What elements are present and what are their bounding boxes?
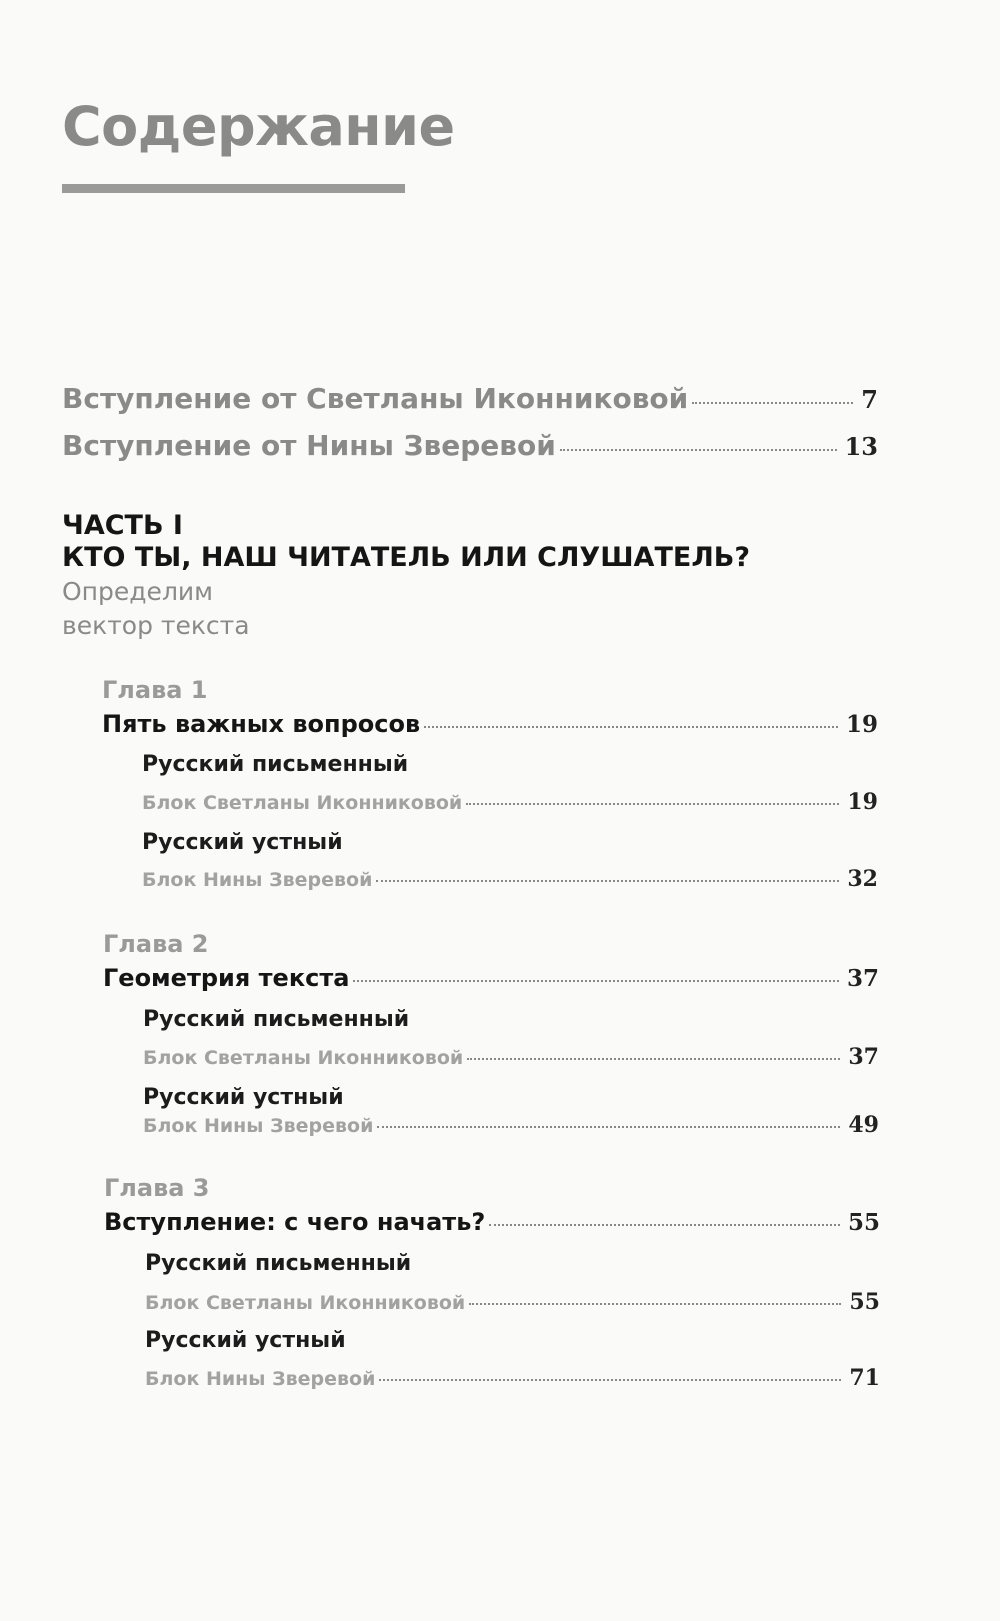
page-number: 19 xyxy=(847,789,878,815)
part-subtitle-line2: вектор текста xyxy=(62,611,250,640)
toc-entry-chapter-1[interactable] xyxy=(102,710,878,738)
page-number: 7 xyxy=(861,385,878,414)
page-number: 37 xyxy=(848,1044,879,1070)
toc-entry-intro-1[interactable] xyxy=(62,382,878,415)
page-number: 55 xyxy=(849,1289,880,1315)
page-number: 37 xyxy=(846,965,879,992)
page-number: 49 xyxy=(848,1112,879,1138)
part-heading: КТО ТЫ, НАШ ЧИТАТЕЛЬ ИЛИ СЛУШАТЕЛЬ? xyxy=(62,542,750,573)
toc-entry-chapter-3[interactable] xyxy=(104,1208,880,1236)
toc-entry-intro-2[interactable] xyxy=(62,429,878,462)
chapter-label: Глава 2 xyxy=(103,930,209,958)
page-number: 32 xyxy=(847,866,878,892)
toc-entry-label: Вступление от Светланы Иконниковой xyxy=(62,382,689,415)
title-underline xyxy=(62,184,405,193)
page-title: Содержание xyxy=(62,95,455,158)
dot-leader xyxy=(377,1126,840,1128)
block-label: Блок Нины Зверевой xyxy=(142,869,373,891)
chapter-title: Пять важных вопросов xyxy=(102,710,421,738)
part-number: ЧАСТЬ I xyxy=(62,510,183,541)
toc-entry-block[interactable] xyxy=(142,866,878,892)
page-number: 13 xyxy=(844,432,878,461)
toc-entry-block[interactable] xyxy=(143,1044,879,1070)
section-heading: Русский письменный xyxy=(145,1251,412,1276)
section-heading: Русский устный xyxy=(145,1328,346,1353)
chapter-label: Глава 3 xyxy=(104,1174,210,1202)
dot-leader xyxy=(489,1224,840,1226)
chapter-label: Глава 1 xyxy=(102,676,208,704)
dot-leader xyxy=(466,803,839,805)
dot-leader xyxy=(469,1303,841,1305)
toc-entry-label: Вступление от Нины Зверевой xyxy=(62,429,556,462)
block-label: Блок Светланы Иконниковой xyxy=(145,1292,466,1314)
block-label: Блок Светланы Иконниковой xyxy=(143,1047,464,1069)
block-label: Блок Нины Зверевой xyxy=(145,1368,376,1390)
section-heading: Русский устный xyxy=(142,830,343,855)
toc-entry-block[interactable] xyxy=(145,1365,880,1391)
section-heading: Русский письменный xyxy=(142,752,409,777)
dot-leader xyxy=(353,980,839,982)
toc-entry-chapter-2[interactable] xyxy=(103,964,879,992)
dot-leader xyxy=(376,880,839,882)
dot-leader xyxy=(424,726,838,728)
toc-entry-block[interactable] xyxy=(145,1289,880,1315)
page-number: 71 xyxy=(849,1365,880,1391)
block-label: Блок Светланы Иконниковой xyxy=(142,792,463,814)
toc-entry-block[interactable] xyxy=(143,1112,879,1138)
chapter-title: Вступление: с чего начать? xyxy=(104,1208,486,1236)
dot-leader xyxy=(560,449,837,451)
section-heading: Русский письменный xyxy=(143,1007,410,1032)
page-number: 19 xyxy=(845,711,878,738)
dot-leader xyxy=(467,1058,840,1060)
toc-entry-block[interactable] xyxy=(142,789,878,815)
dot-leader xyxy=(692,402,853,404)
dot-leader xyxy=(379,1379,841,1381)
page-number: 55 xyxy=(847,1209,880,1236)
section-heading: Русский устный xyxy=(143,1085,344,1110)
block-label: Блок Нины Зверевой xyxy=(143,1115,374,1137)
chapter-title: Геометрия текста xyxy=(103,964,350,992)
part-subtitle-line1: Определим xyxy=(62,577,214,606)
